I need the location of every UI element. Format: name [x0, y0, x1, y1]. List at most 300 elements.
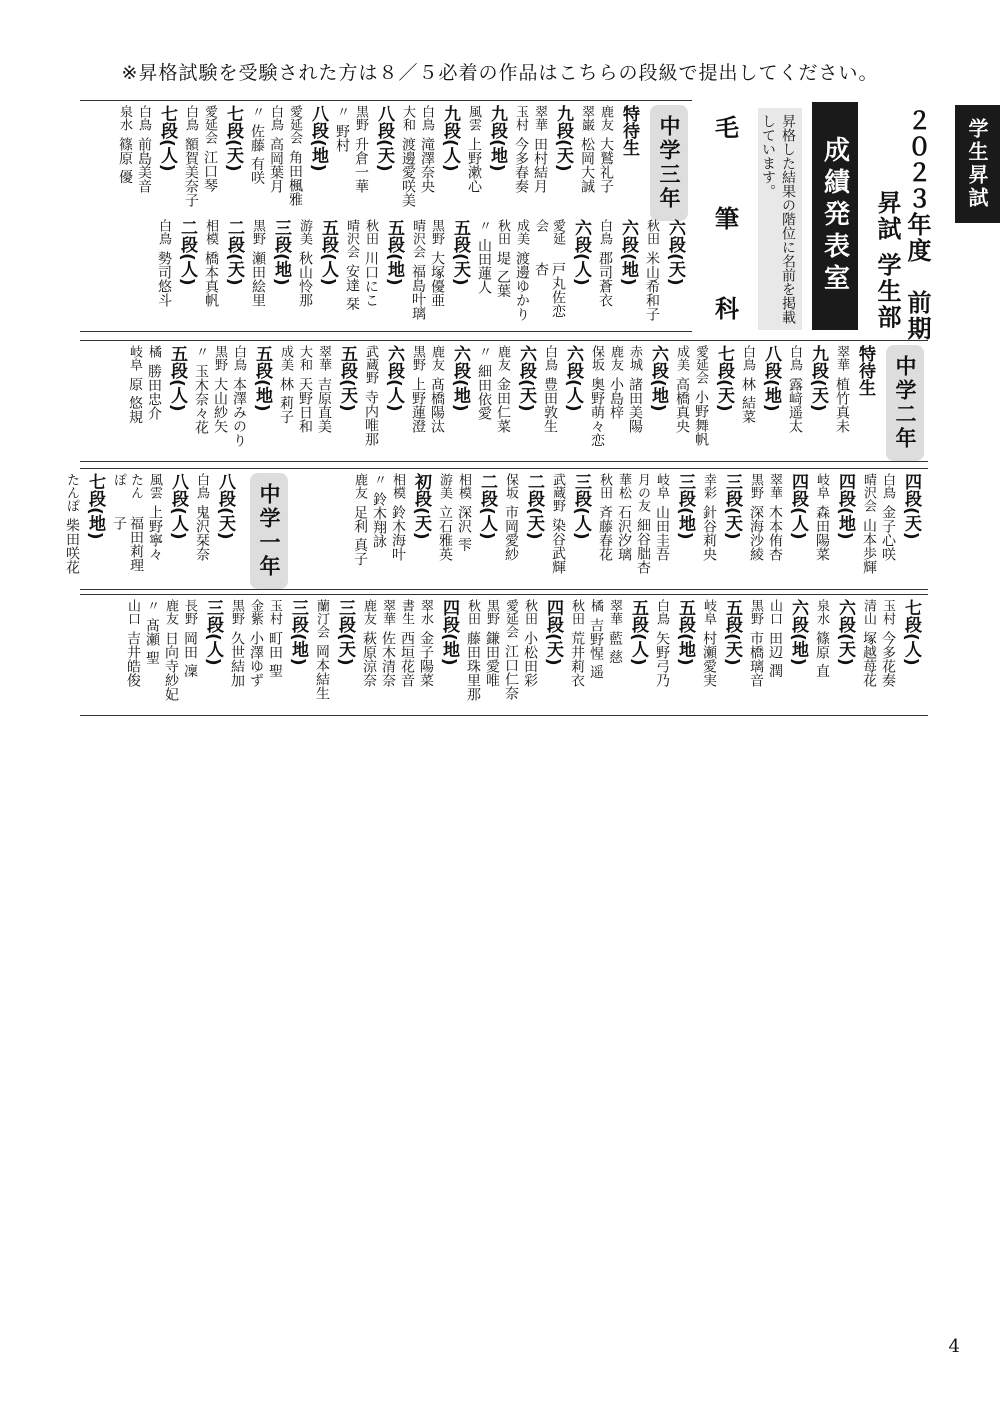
student-name: 金子陽菜	[418, 631, 434, 687]
student-entry	[813, 599, 830, 709]
grade-label: 三段(地)	[271, 219, 291, 286]
student-entry	[145, 345, 162, 455]
student-entry	[879, 473, 896, 583]
student-entry	[692, 345, 709, 455]
student-entry	[428, 345, 445, 455]
grade-row	[82, 219, 688, 329]
school-name: 白鳥	[183, 105, 198, 131]
student-entry	[436, 473, 453, 583]
school-name: 秋田	[597, 473, 612, 499]
section-header: 中学二年	[886, 345, 924, 461]
grade-label: 特待生	[855, 345, 875, 396]
student-entry	[143, 599, 160, 709]
school-name: 秋田	[363, 219, 378, 245]
student-entry	[475, 219, 492, 329]
student-entry	[606, 599, 623, 709]
school-name: 月の友	[635, 473, 650, 512]
student-name: 渡邊ゆかり	[514, 251, 530, 321]
school-name: 長野	[182, 599, 197, 625]
grade-label: 四段(人)	[788, 473, 808, 540]
student-name: 植竹真未	[834, 377, 850, 433]
school-name: 翠華	[834, 345, 849, 371]
student-entry	[673, 345, 690, 455]
student-entry	[352, 105, 369, 215]
school-name: 黒野	[229, 599, 244, 625]
student-name: 石沢汐璃	[616, 505, 632, 561]
school-name: 鹿友	[598, 105, 613, 131]
school-name: 成美	[674, 345, 689, 371]
school-name: 黒野	[429, 219, 444, 245]
page-number: 4	[948, 1336, 960, 1357]
grade-label: 六段(天)	[516, 345, 536, 412]
school-name: 愛延会	[533, 219, 565, 245]
section-header: 中学一年	[250, 473, 288, 589]
grade-label: 六段(地)	[450, 345, 470, 412]
school-name: 愛延会	[693, 345, 708, 384]
student-entry	[248, 105, 265, 215]
student-name: 深沢 雫	[456, 505, 472, 552]
student-entry	[286, 105, 303, 215]
student-entry	[766, 473, 783, 583]
section-junior-high-2	[80, 340, 928, 462]
student-name: 秋山怜那	[297, 251, 313, 307]
student-name: 福田莉理子	[111, 516, 144, 573]
student-name: 堤 乙葉	[495, 251, 511, 298]
student-name: 勢司悠斗	[156, 251, 172, 307]
student-entry	[634, 473, 651, 583]
grade-label: 五段(天)	[722, 599, 742, 666]
grade-label: 三段(人)	[203, 599, 223, 666]
title-sub: 昇試 学生部	[873, 190, 901, 331]
grade-label: 八段(天)	[215, 473, 235, 540]
course-char-2: 筆	[710, 205, 739, 230]
school-name: 泉水	[117, 105, 132, 131]
school-name: 保坂	[503, 473, 518, 499]
school-name: 秋田	[644, 219, 659, 245]
school-name: 秋田	[495, 219, 510, 245]
student-name: 大塚優亜	[429, 251, 445, 307]
section-header: 中学三年	[650, 105, 688, 221]
grade-label: 三段(天)	[722, 473, 742, 540]
student-name: 藍 慈	[607, 631, 623, 664]
student-entry	[351, 473, 368, 583]
grade-label: 二段(人)	[477, 473, 497, 540]
school-name: 鹿友	[608, 345, 623, 371]
school-name: 〃	[476, 219, 491, 232]
school-name: 相模	[203, 219, 218, 245]
grade-label: 初段(天)	[411, 473, 431, 540]
student-name: 細田依愛	[476, 364, 492, 420]
student-entry	[193, 473, 210, 583]
school-name: 翠華	[380, 599, 395, 625]
school-name: 翠華	[607, 599, 622, 625]
student-entry	[277, 345, 294, 455]
title-year: ２０２３年度 前期	[903, 108, 931, 342]
student-name: 郡司蒼衣	[597, 251, 613, 307]
grade-row	[324, 473, 924, 583]
student-name: 奥野萌々恋	[589, 377, 605, 447]
student-name: 今多花奏	[880, 631, 896, 687]
school-name: 愛延会	[202, 105, 217, 144]
school-name: 白鳥	[597, 219, 612, 245]
school-name: 成美	[514, 219, 529, 245]
student-entry	[266, 599, 283, 709]
student-name: 市岡愛紗	[503, 505, 519, 561]
student-entry	[192, 345, 209, 455]
student-name: 森田陽菜	[814, 505, 830, 561]
grade-label: 特待生	[619, 105, 639, 156]
student-name: 山田蓮人	[476, 238, 492, 294]
student-name: 本澤みのり	[231, 377, 247, 447]
school-name: 鹿友	[163, 599, 178, 625]
school-name: 白鳥	[136, 105, 151, 131]
school-name: 黒野	[353, 105, 368, 131]
student-name: 佐藤 有咲	[249, 124, 265, 185]
student-name: 日向寺紗妃	[163, 631, 179, 701]
school-name: 〃	[476, 345, 491, 358]
course-label	[705, 115, 745, 320]
student-name: 吉原直美	[316, 377, 332, 433]
student-entry	[494, 345, 511, 455]
student-name: 矢野弓乃	[654, 631, 670, 687]
grade-label: 八段(地)	[308, 105, 328, 172]
student-entry	[532, 219, 566, 329]
school-name: たんぽ	[111, 473, 143, 499]
student-entry	[700, 473, 717, 583]
student-name: 町田 聖	[267, 631, 283, 678]
grade-label: 六段(地)	[788, 599, 808, 666]
school-name: 岐阜	[814, 473, 829, 499]
student-entry	[860, 473, 877, 583]
grade-row	[84, 599, 924, 709]
grade-label: 五段(天)	[450, 219, 470, 286]
student-name: 鈴木海叶	[390, 505, 406, 561]
student-entry	[315, 345, 332, 455]
school-name: 相模	[390, 473, 405, 499]
student-entry	[597, 105, 614, 215]
school-name: 白鳥	[654, 599, 669, 625]
student-entry	[343, 219, 360, 329]
student-entry	[146, 473, 163, 583]
student-name: 前島美音	[136, 137, 152, 193]
school-name: 〃	[193, 345, 208, 358]
student-entry	[296, 219, 313, 329]
student-entry	[181, 599, 198, 709]
student-name: 松岡大誠	[579, 137, 595, 193]
school-name: 鹿友	[352, 473, 367, 499]
student-name: 深海沙綾	[748, 505, 764, 561]
student-entry	[513, 219, 530, 329]
student-entry	[786, 345, 803, 455]
school-name: 〃	[249, 105, 264, 118]
student-name: 田村結月	[532, 137, 548, 193]
school-name: 金紫	[248, 599, 263, 625]
student-name: 江口琴	[202, 150, 218, 192]
school-name: 風雲	[147, 473, 162, 499]
student-name: 髙橋陽汰	[429, 377, 445, 433]
student-name: 川口にこ	[363, 251, 379, 307]
student-entry	[296, 345, 313, 455]
school-name: 翠華	[532, 105, 547, 131]
student-entry	[455, 473, 472, 583]
student-name: 小野舞帆	[693, 390, 709, 446]
grade-label: 七段(人)	[157, 105, 177, 172]
student-name: 林 莉子	[278, 377, 294, 424]
section-junior-high-1	[64, 468, 928, 590]
school-name: 〃	[144, 599, 159, 612]
student-entry	[464, 599, 481, 709]
student-name: 木本侑杏	[767, 505, 783, 561]
school-name: 黒野	[410, 345, 425, 371]
student-name: 足利 真子	[352, 505, 368, 566]
student-entry	[475, 345, 492, 455]
school-name: 鹿友	[361, 599, 376, 625]
student-name: 立石雅英	[437, 505, 453, 561]
student-name: 天野日和	[297, 377, 313, 433]
student-name: 諸田美陽	[627, 377, 643, 433]
school-name: 黒野	[748, 473, 763, 499]
grade-label: 三段(天)	[335, 599, 355, 666]
school-name: 黒野	[748, 599, 763, 625]
grade-label: 八段(人)	[168, 473, 188, 540]
student-name: 山本歩輝	[861, 518, 877, 574]
student-entry	[362, 219, 379, 329]
school-name: 清山	[861, 599, 876, 625]
student-entry	[502, 473, 519, 583]
student-name: 金子心咲	[880, 505, 896, 561]
student-name: 小澤ゆず	[248, 631, 264, 687]
school-name: 白鳥	[156, 219, 171, 245]
student-entry	[116, 105, 133, 215]
school-name: 黒野	[250, 219, 265, 245]
student-name: 山田圭吾	[654, 505, 670, 561]
school-name: 晴沢会	[344, 219, 359, 258]
school-name: 秋田	[522, 599, 537, 625]
student-entry	[653, 599, 670, 709]
student-entry	[766, 599, 783, 709]
course-char-1: 毛	[710, 115, 739, 139]
student-entry	[615, 473, 632, 583]
student-name: 米山希和子	[644, 251, 660, 321]
school-name: 岐阜	[654, 473, 669, 499]
school-name: 白鳥	[740, 345, 755, 371]
student-entry	[417, 599, 434, 709]
grade-label: 七段(人)	[901, 599, 921, 666]
school-name: 大和	[297, 345, 312, 371]
school-name: 武蔵野	[363, 345, 378, 384]
student-entry	[502, 599, 519, 709]
student-entry	[202, 219, 219, 329]
student-entry	[483, 599, 500, 709]
school-name: 〃	[334, 105, 349, 118]
student-entry	[568, 599, 585, 709]
student-name: 篠原 直	[814, 631, 830, 678]
student-name: 角田楓雅	[287, 150, 303, 206]
student-entry	[607, 345, 624, 455]
student-entry	[267, 105, 284, 215]
student-entry	[370, 473, 387, 583]
student-entry	[124, 599, 141, 709]
student-entry	[596, 219, 613, 329]
results-note: 昇格した結果の階位に名前を掲載しています。	[758, 108, 802, 330]
student-entry	[211, 345, 228, 455]
student-name: 塚越苺花	[861, 631, 877, 687]
student-entry	[747, 599, 764, 709]
student-entry	[833, 345, 850, 455]
grade-label: 八段(天)	[374, 105, 394, 172]
school-name: 白鳥	[419, 105, 434, 131]
student-name: 鬼沢栞奈	[194, 505, 210, 561]
school-name: 玉村	[267, 599, 282, 625]
school-name: 華松	[616, 473, 631, 499]
school-name: 相模	[456, 473, 471, 499]
student-name: 大鷲礼子	[598, 137, 614, 193]
grade-label: 九段(地)	[487, 105, 507, 172]
student-entry	[739, 345, 756, 455]
school-name: 風雲	[466, 105, 481, 131]
student-entry	[182, 105, 199, 215]
grade-label: 六段(地)	[648, 345, 668, 412]
student-entry	[428, 219, 445, 329]
student-name: 萩原涼奈	[361, 631, 377, 687]
student-name: 大山紗矢	[212, 377, 228, 433]
student-entry	[249, 219, 266, 329]
student-name: 髙瀬 聖	[144, 618, 160, 665]
student-entry	[418, 105, 435, 215]
school-name: たんぽ	[64, 473, 79, 512]
student-name: 渡邊愛咲美	[400, 137, 416, 207]
student-entry	[201, 105, 218, 215]
student-entry	[512, 105, 529, 215]
grade-label: 三段(人)	[571, 473, 591, 540]
grade-label: 七段(地)	[85, 473, 105, 540]
section-junior-high-3	[80, 100, 692, 332]
grade-label: 六段(地)	[618, 219, 638, 286]
grade-row	[64, 473, 238, 583]
school-name: 岐阜	[701, 599, 716, 625]
school-name: 蘭汀会	[314, 599, 329, 638]
student-entry	[588, 345, 605, 455]
student-entry	[313, 599, 330, 709]
student-entry	[653, 473, 670, 583]
grade-label: 二段(天)	[224, 219, 244, 286]
student-name: 玉木奈々花	[193, 364, 209, 434]
grade-label: 七段(天)	[714, 345, 734, 412]
student-entry	[643, 219, 660, 329]
grade-label: 七段(天)	[223, 105, 243, 172]
student-name: 福島叶璃	[410, 264, 426, 320]
student-entry	[549, 473, 566, 583]
student-tab: 学生昇試	[955, 105, 1000, 223]
student-name: 戸丸佐恋杏	[533, 262, 566, 319]
school-name: 幸彩	[701, 473, 716, 499]
student-name: 久世結加	[229, 631, 245, 687]
course-char-3: 科	[710, 296, 739, 320]
school-name: 翠華	[767, 473, 782, 499]
exam-notice: ※昇格試験を受験された方は８／５必着の作品はこちらの段級で提出してください。	[121, 62, 879, 84]
student-entry	[228, 599, 245, 709]
school-name: 翠巌	[579, 105, 594, 131]
student-entry	[626, 345, 643, 455]
grade-label: 九段(天)	[808, 345, 828, 412]
school-name: 橘	[588, 599, 603, 612]
school-name: 白鳥	[542, 345, 557, 371]
student-entry	[379, 599, 396, 709]
student-name: 金田仁菜	[495, 377, 511, 433]
grade-row	[82, 105, 642, 215]
student-name: 村瀬愛実	[701, 631, 717, 687]
grade-label: 六段(天)	[665, 219, 685, 286]
school-name: 〃	[371, 473, 386, 486]
student-name: 小松田彩	[522, 631, 538, 687]
student-entry	[362, 345, 379, 455]
student-name: 岡田 凜	[182, 631, 198, 678]
student-entry	[541, 345, 558, 455]
student-name: 斉藤春花	[597, 505, 613, 561]
student-name: 針谷莉央	[701, 505, 717, 561]
student-entry	[126, 345, 143, 455]
student-name: 柴田咲花	[64, 518, 80, 574]
student-entry	[409, 219, 426, 329]
student-name: 升倉一華	[353, 137, 369, 193]
student-entry	[521, 599, 538, 709]
grade-label: 四段(地)	[835, 473, 855, 540]
student-name: 瀬田絵里	[250, 251, 266, 307]
student-entry	[389, 473, 406, 583]
student-name: 高岡葉月	[268, 137, 284, 193]
school-name: 橘	[146, 345, 161, 358]
student-name: 勝田忠介	[146, 364, 162, 420]
school-name: 秋田	[465, 599, 480, 625]
grade-label: 五段(地)	[384, 219, 404, 286]
student-entry	[860, 599, 877, 709]
school-name: 保坂	[589, 345, 604, 371]
student-name: 篠原 優	[117, 137, 133, 184]
student-entry	[399, 105, 416, 215]
student-name: 豊田敦生	[542, 377, 558, 433]
grade-label: 六段(天)	[835, 599, 855, 666]
student-entry	[230, 345, 247, 455]
student-entry	[747, 473, 764, 583]
grade-label: 五段(人)	[628, 599, 648, 666]
grade-label: 六段(人)	[571, 219, 591, 286]
school-name: 白鳥	[880, 473, 895, 499]
student-entry	[587, 599, 604, 709]
school-name: 鹿友	[429, 345, 444, 371]
school-name: 愛延会	[503, 599, 518, 638]
grade-label: 五段(人)	[318, 219, 338, 286]
student-name: 染谷武輝	[550, 518, 566, 574]
school-name: 泉水	[814, 599, 829, 625]
grade-label: 三段(地)	[675, 473, 695, 540]
school-name: 山口	[125, 599, 140, 625]
student-name: 今多春奏	[513, 137, 529, 193]
student-name: 小島梓	[608, 377, 624, 419]
student-entry	[360, 599, 377, 709]
grade-label: 五段(天)	[337, 345, 357, 412]
student-name: 江口仁奈	[503, 644, 519, 700]
grade-label: 二段(人)	[177, 219, 197, 286]
student-name: 額賀美奈子	[183, 137, 199, 207]
school-name: 山口	[767, 599, 782, 625]
grade-label: 九段(天)	[553, 105, 573, 172]
student-entry	[465, 105, 482, 215]
grade-label: 五段(人)	[167, 345, 187, 412]
student-name: 吉井皓俊	[125, 631, 141, 687]
school-name: 白鳥	[231, 345, 246, 371]
school-name: 玉村	[880, 599, 895, 625]
grade-label: 三段(地)	[288, 599, 308, 666]
